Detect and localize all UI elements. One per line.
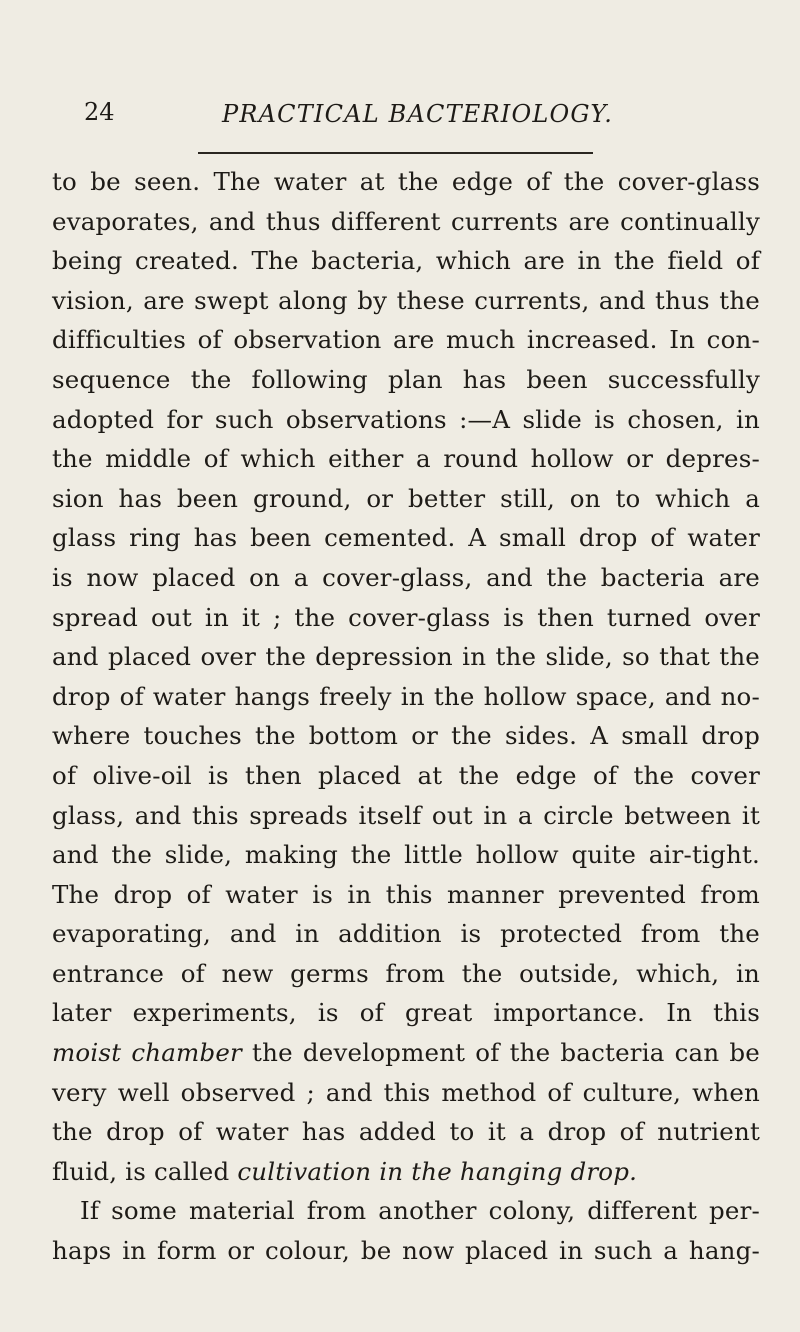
italic-term-moist-chamber: moist chamber xyxy=(52,1038,242,1068)
text-line: of olive-oil is then placed at the edge of the cover xyxy=(52,760,760,790)
text-line-paragraph-start: If some material from another colony, different per- xyxy=(80,1196,760,1226)
text-line: later experiments, is of great importance. In this xyxy=(52,998,760,1028)
text-line: and placed over the depression in the slide, so that the xyxy=(52,642,760,672)
text-line xyxy=(52,1033,760,1073)
text-line: glass, and this spreads itself out in a circle between it xyxy=(52,800,760,830)
text-line: to be seen. The water at the edge of the cover-glass xyxy=(52,167,760,196)
text-line: adopted for such observations :—A slide is chosen, in xyxy=(52,404,760,434)
text-line: and the slide, making the little hollow quite air-tight. xyxy=(52,840,760,870)
page-header xyxy=(0,98,800,138)
text-line: difficulties of observation are much increased. In con- xyxy=(52,325,760,355)
text-line: glass ring has been cemented. A small drop of water xyxy=(52,523,760,553)
italic-term-hanging-drop: cultivation in the hanging drop. xyxy=(237,1156,638,1186)
text-line: sequence the following plan has been successfully xyxy=(52,364,760,394)
page-number: 24 xyxy=(84,98,115,126)
text-segment: the development of the bacteria can be xyxy=(241,1038,761,1068)
header-rule xyxy=(198,152,593,154)
text-line: sion has been ground, or better still, on to which a xyxy=(52,483,760,513)
text-line: the middle of which either a round hollow or depres- xyxy=(52,444,760,474)
text-line: the drop of water has added to it a drop of nutrient xyxy=(52,1117,760,1147)
text-segment: fluid, is called xyxy=(52,1156,238,1186)
body-text xyxy=(52,162,760,1271)
running-head: PRACTICAL BACTERIOLOGY. xyxy=(222,100,614,128)
text-line: where touches the bottom or the sides. A small drop xyxy=(52,721,760,751)
text-line: evaporating, and in addition is protected from the xyxy=(52,919,760,949)
text-line: being created. The bacteria, which are in the field of xyxy=(52,246,760,276)
text-line: very well observed ; and this method of culture, when xyxy=(52,1077,760,1107)
text-line: evaporates, and thus different currents are continually xyxy=(52,206,760,236)
text-line: haps in form or colour, be now placed in such a hang- xyxy=(52,1236,760,1266)
text-line xyxy=(52,1152,760,1192)
text-line: entrance of new germs from the outside, which, in xyxy=(52,958,760,988)
text-line: The drop of water is in this manner prevented from xyxy=(52,879,760,909)
text-line: vision, are swept along by these currents, and thus the xyxy=(52,285,760,315)
text-line: spread out in it ; the cover-glass is then turned over xyxy=(52,602,760,632)
text-line: drop of water hangs freely in the hollow space, and no- xyxy=(52,681,760,711)
text-line: is now placed on a cover-glass, and the bacteria are xyxy=(52,562,760,592)
